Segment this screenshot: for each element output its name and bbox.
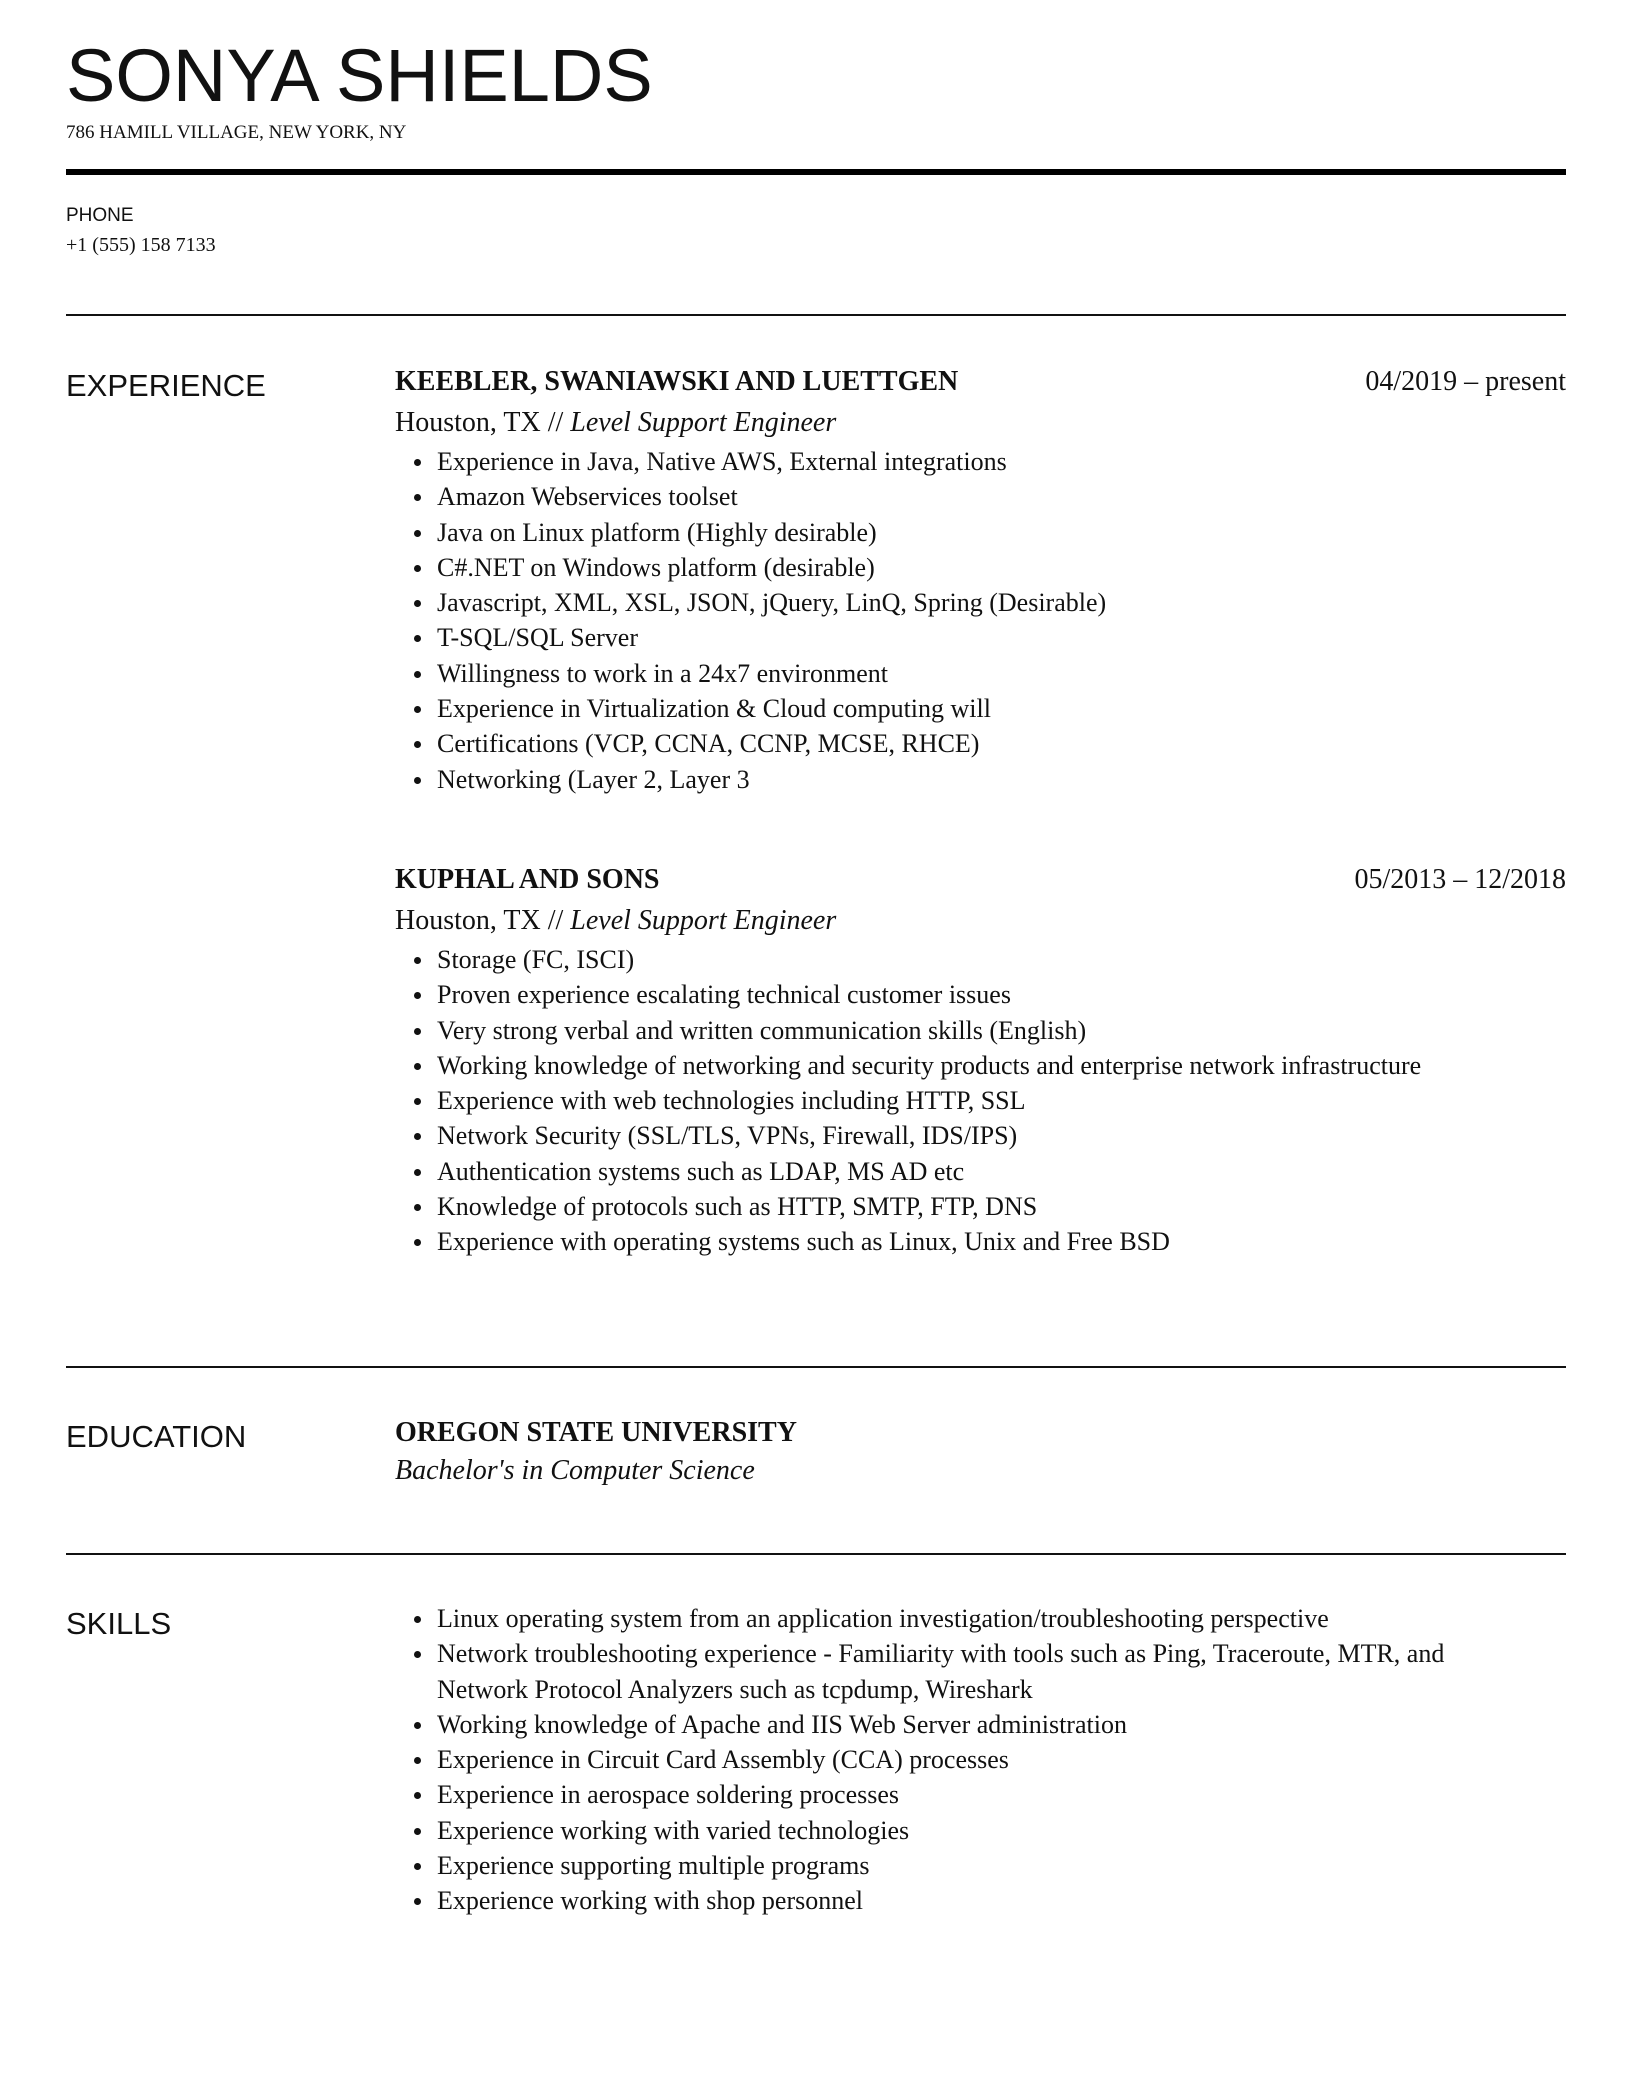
job-bullet: Certifications (VCP, CCNA, CCNP, MCSE, RHCE) [395, 726, 1487, 761]
candidate-name: SONYA SHIELDS [66, 34, 653, 117]
job-role: Level Support Engineer [570, 905, 837, 936]
phone-label: PHONE [66, 205, 134, 226]
job-dates: 04/2019 – present [1365, 366, 1566, 397]
skill-item: Working knowledge of Apache and IIS Web Server administration [395, 1707, 1487, 1742]
skill-item: Experience in Circuit Card Assembly (CCA) processes [395, 1742, 1487, 1777]
skill-item: Experience working with varied technologies [395, 1813, 1487, 1848]
job-bullet: Very strong verbal and written communication skills (English) [395, 1013, 1487, 1048]
job-company: KUPHAL AND SONS [395, 864, 660, 895]
job-bullet: Proven experience escalating technical customer issues [395, 977, 1487, 1012]
job-subline [395, 902, 1566, 940]
job-header [395, 862, 1566, 902]
job-bullet: T-SQL/SQL Server [395, 620, 1487, 655]
job-bullet: Networking (Layer 2, Layer 3 [395, 762, 1487, 797]
job-bullet: Amazon Webservices toolset [395, 479, 1487, 514]
education-school: OREGON STATE UNIVERSITY [395, 1417, 797, 1448]
skills-section-title: SKILLS [66, 1606, 172, 1641]
header-divider [66, 169, 1566, 175]
skill-item: Experience working with shop personnel [395, 1883, 1487, 1918]
skill-item: Experience in aerospace soldering processes [395, 1777, 1487, 1812]
job-bullet: Authentication systems such as LDAP, MS AD etc [395, 1154, 1487, 1189]
job-bullet: Network Security (SSL/TLS, VPNs, Firewall, IDS/IPS) [395, 1118, 1487, 1153]
job-bullet: Working knowledge of networking and security products and enterprise network infrastructure [395, 1048, 1487, 1083]
phone-value: +1 (555) 158 7133 [66, 234, 216, 256]
job-separator: // [547, 905, 564, 936]
job-entry [395, 364, 1566, 797]
experience-section-title: EXPERIENCE [66, 368, 266, 403]
job-bullet: Experience in Virtualization & Cloud computing will [395, 691, 1487, 726]
candidate-address: 786 HAMILL VILLAGE, NEW YORK, NY [66, 122, 407, 143]
job-bullet: Experience with operating systems such as Linux, Unix and Free BSD [395, 1224, 1487, 1259]
experience-divider [66, 1366, 1566, 1368]
job-bullet: Experience in Java, Native AWS, External integrations [395, 444, 1487, 479]
job-location: Houston, TX [395, 905, 541, 936]
job-bullet: C#.NET on Windows platform (desirable) [395, 550, 1487, 585]
education-degree: Bachelor's in Computer Science [395, 1455, 755, 1486]
job-bullet: Experience with web technologies including HTTP, SSL [395, 1083, 1487, 1118]
job-bullet: Knowledge of protocols such as HTTP, SMTP, FTP, DNS [395, 1189, 1487, 1224]
job-bullet: Java on Linux platform (Highly desirable) [395, 515, 1487, 550]
education-section-title: EDUCATION [66, 1419, 247, 1454]
contact-divider [66, 314, 1566, 316]
skills-bullet-list [395, 1601, 1566, 1919]
job-separator: // [547, 407, 564, 438]
job-bullet: Storage (FC, ISCI) [395, 942, 1487, 977]
skill-item: Linux operating system from an application investigation/troubleshooting perspective [395, 1601, 1487, 1636]
job-company: KEEBLER, SWANIAWSKI AND LUETTGEN [395, 366, 959, 397]
job-role: Level Support Engineer [570, 407, 837, 438]
job-header [395, 364, 1566, 404]
job-location: Houston, TX [395, 407, 541, 438]
job-subline [395, 404, 1566, 442]
job-bullet-list [395, 942, 1566, 1260]
education-divider [66, 1553, 1566, 1555]
skill-item: Experience supporting multiple programs [395, 1848, 1487, 1883]
job-entry [395, 862, 1566, 1260]
skills-entry [395, 1601, 1566, 1919]
job-bullet-list [395, 444, 1566, 797]
skill-item: Network troubleshooting experience - Familiarity with tools such as Ping, Traceroute, MTR, and Network Protocol Analyzers such as tcpdump, Wireshark [395, 1636, 1487, 1707]
job-bullet: Javascript, XML, XSL, JSON, jQuery, LinQ, Spring (Desirable) [395, 585, 1487, 620]
job-bullet: Willingness to work in a 24x7 environment [395, 656, 1487, 691]
education-entry [395, 1415, 1566, 1491]
job-dates: 05/2013 – 12/2018 [1354, 864, 1566, 895]
